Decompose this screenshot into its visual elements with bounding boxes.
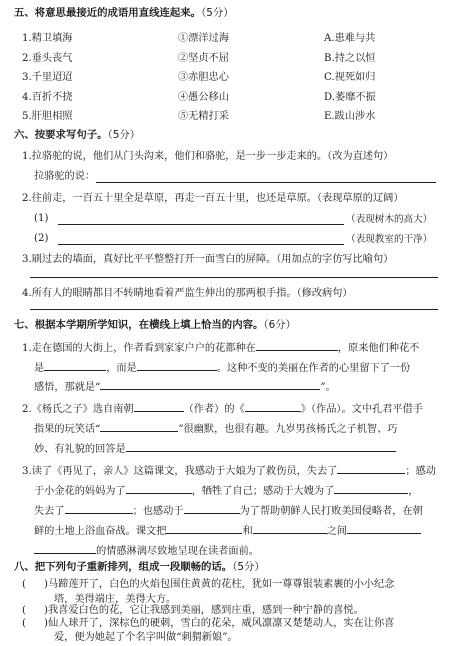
section-6-title — [14, 128, 140, 142]
idiom-right-e: E.跋山涉水 — [324, 111, 376, 122]
s6-q1-text: 1.拉骆驼的说，他们从门头沟来，他们和骆驼，是一步一步走来的。（改为直述句） — [22, 151, 394, 162]
s7-q1-line1 — [22, 339, 419, 356]
s8-item-3-text-1: 仙人球开了，深棕色的硬刺，雪白的花朵，威风凛凛又楚楚动人，实在让你喜 — [47, 618, 395, 629]
s7-q3-text-5: ， — [408, 486, 419, 497]
s6-q1-answer-line[interactable] — [96, 182, 436, 183]
s7-q2-blank-4[interactable] — [126, 440, 396, 452]
s7-q3-blank-5[interactable] — [184, 502, 240, 514]
section-7-title-text: 七、根据本学期所学知识，在横线上填上恰当的内容。 — [14, 319, 264, 331]
s6-q3-text: 3.刷过去的墙面，真好比平平整整打开一面雪白的屏障。（用加点的字仿写比喻句） — [22, 254, 394, 265]
s6-q4-answer-line[interactable] — [30, 309, 438, 310]
s7-q2-text-4: 指果的玩笑话“ — [34, 424, 101, 435]
s7-q3-blank-6[interactable] — [166, 522, 242, 534]
s7-q2-text-2: （作者）的《 — [183, 404, 245, 415]
idiom-left-2: 2.垂头丧气 — [22, 53, 73, 64]
s8-item-3-close-paren: ) — [43, 618, 48, 629]
s7-q1-text-2: ，原来他们种花不 — [337, 343, 420, 354]
s7-q3-line2 — [34, 482, 419, 499]
idiom-right-b: B.持之以恒 — [324, 53, 376, 64]
s6-q4-text: 4.所有人的眼睛都目不转睛地看着严监生伸出的那两根手指。（修改病句） — [22, 288, 353, 299]
s7-q1-text-7: ”。 — [320, 382, 336, 393]
s7-q3-blank-7[interactable] — [253, 522, 327, 534]
s8-item-3-line1 — [22, 617, 394, 631]
section-6-title-text: 六、按要求写句子。 — [14, 129, 108, 141]
s7-q2-text-1: 2.《杨氏之子》选自南朝 — [22, 404, 134, 415]
s6-q2-b-label: (2) — [34, 233, 49, 244]
s7-q3-line5 — [34, 542, 259, 559]
s6-q1-prefix: 拉骆驼的说： — [34, 171, 96, 182]
s7-q3-line1 — [22, 462, 436, 479]
section-5-title — [14, 6, 234, 20]
s7-q3-text-4: ，牺牲了自己；感动于大嫂为了 — [191, 486, 335, 497]
s7-q2-text-5: ”很幽默，也很有趣。九岁男孩杨氏之子机智、巧 — [178, 424, 398, 435]
s7-q3-line4 — [34, 522, 421, 539]
s7-q3-blank-1[interactable] — [337, 462, 405, 474]
idiom-left-1: 1.精卫填海 — [22, 33, 73, 44]
s7-q1-text-5: 。这种不变的美丽在作者的心里留下了一份 — [216, 363, 411, 374]
s7-q3-text-11: 之间 — [326, 526, 347, 537]
s6-q2-a-hint: （表现树木的高大） — [346, 214, 433, 225]
idiom-mid-3: ③赤胆忠心 — [178, 72, 229, 83]
s7-q2-text-6: 妙、有礼貌的回答是 — [34, 444, 126, 455]
section-6-score: （5分） — [107, 129, 141, 141]
s7-q3-text-2: ；感动 — [405, 466, 436, 477]
s7-q3-blank-8[interactable] — [347, 522, 421, 534]
s7-q2-text-3: 》（作品）。文中孔君平借手 — [300, 404, 423, 415]
idiom-right-c: C.视死如归 — [324, 72, 376, 83]
s6-q2-a-label: (1) — [34, 213, 49, 224]
s8-item-2-line1 — [22, 604, 364, 618]
s8-item-2-open-paren: ( — [22, 605, 26, 616]
s7-q3-text-6: 失去了 — [34, 506, 65, 517]
s7-q3-text-7: ；也感动于 — [132, 506, 184, 517]
s8-item-3-line2: 爱，便为她起了个名字叫做“刺猬新娘”。 — [54, 632, 238, 643]
s7-q3-line3 — [34, 502, 423, 519]
s8-item-1-line1 — [22, 578, 394, 592]
s7-q2-line2 — [34, 420, 398, 437]
s8-item-1-line2: 塔，美得端庄，美得大方。 — [54, 594, 177, 605]
s7-q2-blank-2[interactable] — [245, 400, 301, 412]
section-5-score: （5分） — [201, 7, 234, 19]
s7-q1-line2 — [34, 359, 410, 376]
idiom-left-4: 4.百折不挠 — [22, 92, 73, 103]
s7-q1-text-6: 感悟，那就是“ — [34, 382, 101, 393]
s7-q2-line1 — [22, 400, 423, 417]
s7-q2-blank-1[interactable] — [134, 400, 184, 412]
s6-q2-text: 2.往前走，一百五十里全是草原，再走一百五十里，也还是草原。（表现草原的辽阔） — [22, 193, 404, 204]
s6-q2-a-answer-line[interactable] — [58, 224, 344, 225]
s6-q2-b-hint: （表现教室的干净） — [346, 234, 433, 245]
s7-q3-blank-2[interactable] — [126, 482, 192, 494]
s6-q3-answer-line[interactable] — [30, 277, 438, 278]
section-8-title — [14, 560, 265, 574]
s7-q1-blank-1[interactable] — [256, 339, 338, 351]
section-5-title-text: 五、将意思最接近的成语用直线连起来。 — [14, 7, 202, 19]
section-8-title-text: 八、把下列句子重新排列，组成一段顺畅的话。 — [14, 561, 233, 573]
s8-item-1-text-1: 马蹄莲开了，白色的火焰包围住黄黄的花柱，犹如一尊尊银装素裹的小小纪念 — [47, 579, 395, 590]
s7-q1-text-1: 1.走在德国的大街上，作者看到家家户户的花都种在 — [22, 343, 256, 354]
s7-q1-text-3: 是 — [34, 363, 45, 374]
section-7-score: （6分） — [263, 319, 296, 331]
s8-item-1-close-paren: ) — [43, 579, 48, 590]
s7-q2-blank-3[interactable] — [100, 420, 178, 432]
idiom-right-d: D.萎靡不振 — [324, 92, 376, 103]
s7-q1-blank-4[interactable] — [100, 378, 320, 390]
s7-q3-text-1: 3.读了《再见了，亲人》这篇课文，我感动于大娘为了救伤员，失去了 — [22, 466, 338, 477]
idiom-mid-1: ①漂洋过海 — [178, 33, 229, 44]
s7-q1-text-4: ，而是 — [106, 363, 137, 374]
s7-q2-line3 — [34, 440, 396, 457]
s7-q3-text-3: 于小金花的妈妈为了 — [34, 486, 126, 497]
s7-q3-text-12: 的情感淋漓尽致地呈现在读者面前。 — [96, 546, 259, 557]
s8-item-2-text-1: 我喜爱白色的花，它让我感到美丽，感到庄重，感到一种宁静的喜悦。 — [47, 605, 364, 616]
idiom-mid-5: ⑤无精打采 — [178, 111, 229, 122]
idiom-mid-4: ④愚公移山 — [178, 92, 229, 103]
s6-q2-b-answer-line[interactable] — [58, 244, 344, 245]
s7-q3-text-8: 为了帮助朝鲜人民打败美国侵略者，在朝 — [239, 506, 423, 517]
s7-q3-blank-9[interactable] — [34, 542, 96, 554]
idiom-left-5: 5.肝胆相照 — [22, 111, 73, 122]
s7-q1-blank-3[interactable] — [137, 359, 217, 371]
s7-q3-blank-3[interactable] — [334, 482, 408, 494]
idiom-mid-2: ②坚贞不屈 — [178, 53, 229, 64]
s7-q3-blank-4[interactable] — [65, 502, 133, 514]
s8-item-3-open-paren: ( — [22, 618, 26, 629]
s7-q3-text-9: 鲜的土地上浴血奋战。课文把 — [34, 526, 167, 537]
idiom-right-a: A.患难与共 — [324, 33, 376, 44]
idiom-left-3: 3.千里迢迢 — [22, 72, 73, 83]
s7-q1-blank-2[interactable] — [44, 359, 106, 371]
section-8-score: （5分） — [232, 561, 265, 573]
s8-item-2-close-paren: ) — [43, 605, 48, 616]
s7-q1-line3 — [34, 378, 336, 395]
s7-q3-text-10: 和 — [242, 526, 253, 537]
s8-item-1-open-paren: ( — [22, 579, 26, 590]
section-7-title — [14, 318, 296, 332]
